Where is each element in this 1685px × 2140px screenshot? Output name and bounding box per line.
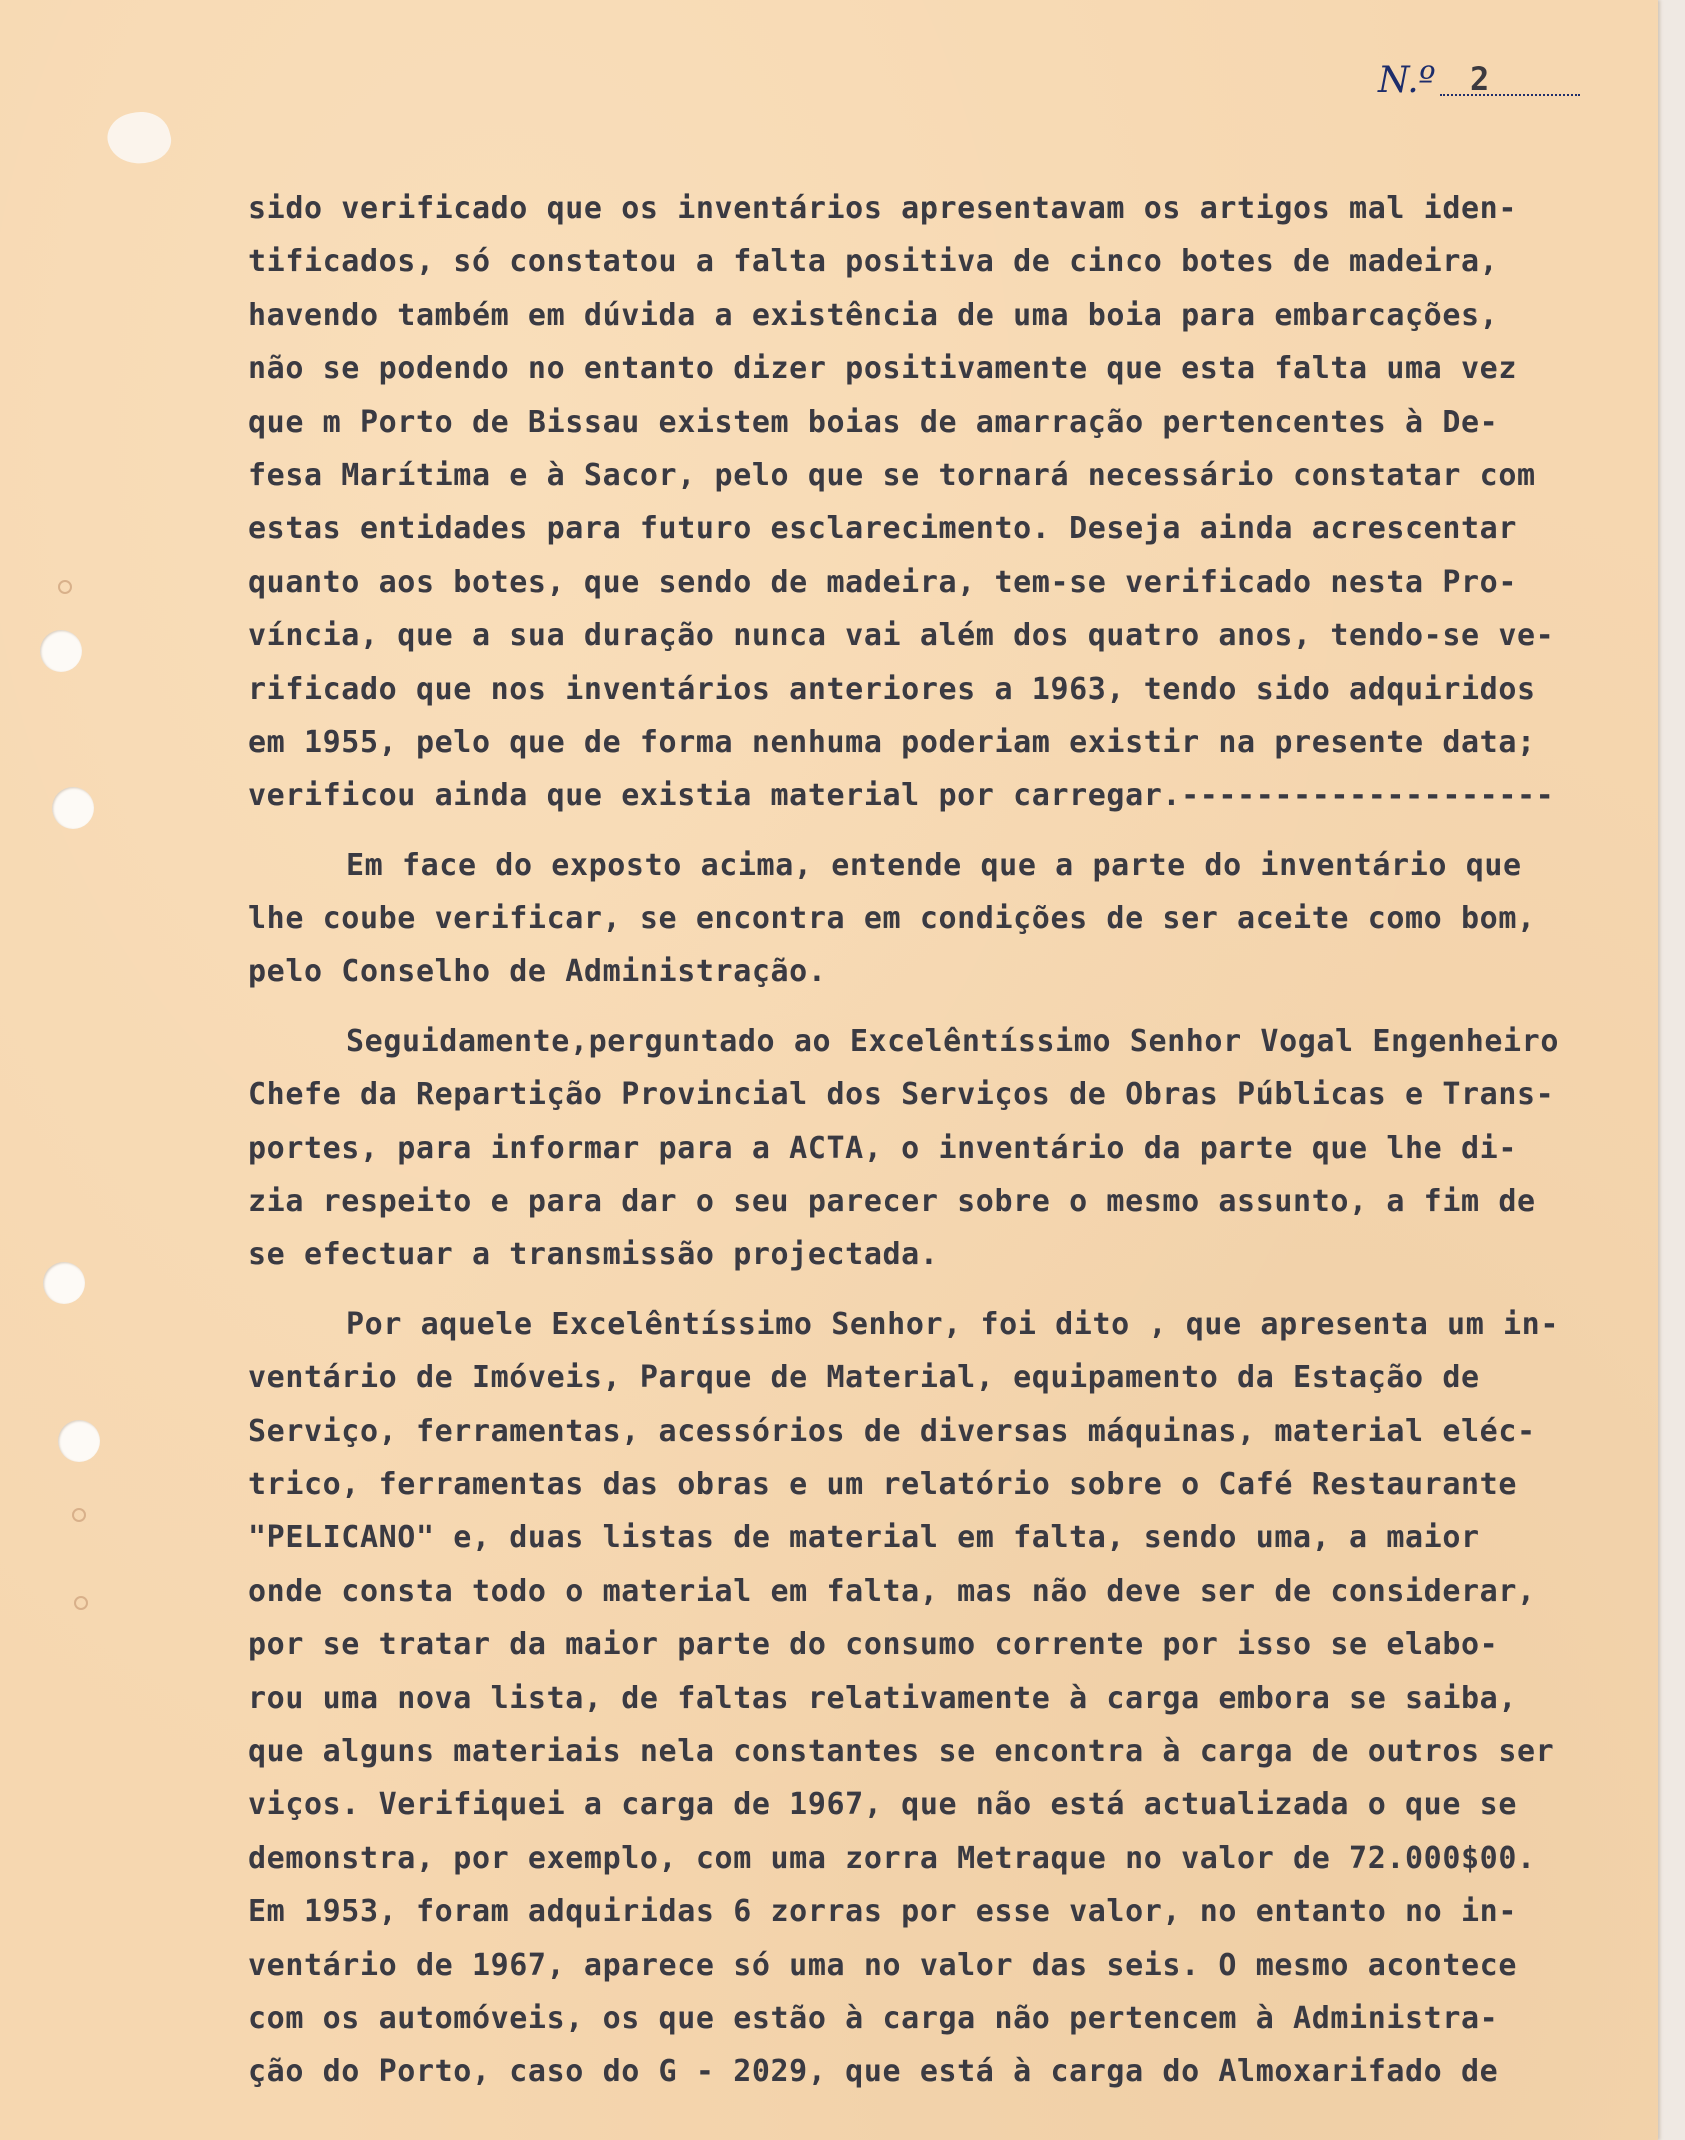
text-line: ventário de 1967, aparece só uma no valor das seis. O mesmo acontece bbox=[248, 1947, 1517, 1983]
text-line: víncia, que a sua duração nunca vai além dos quatro anos, tendo-se ve- bbox=[248, 618, 1555, 654]
text-line: por se tratar da maior parte do consumo corrente por isso se elabo- bbox=[248, 1627, 1499, 1663]
text-line: com os automóveis, os que estão à carga não pertencem à Administra- bbox=[248, 2000, 1499, 2036]
text-line: que alguns materiais nela constantes se encontra à carga de outros ser bbox=[248, 1733, 1555, 1769]
text-line: em 1955, pelo que de forma nenhuma poderiam existir na presente data; bbox=[248, 724, 1536, 760]
text-line: fesa Marítima e à Sacor, pelo que se tornará necessário constatar com bbox=[248, 457, 1536, 493]
typed-text-body bbox=[248, 182, 1633, 2099]
text-line: onde consta todo o material em falta, mas não deve ser de considerar, bbox=[248, 1573, 1536, 1609]
text-line: Seguidamente,perguntado ao Excelêntíssimo Senhor Vogal Engenheiro bbox=[346, 1023, 1559, 1059]
text-line: sido verificado que os inventários apresentavam os artigos mal iden- bbox=[248, 191, 1517, 226]
text-line: rificado que nos inventários anteriores a 1963, tendo sido adquiridos bbox=[248, 671, 1536, 707]
text-line: "PELICANO" e, duas listas de material em falta, sendo uma, a maior bbox=[248, 1520, 1480, 1556]
text-line: havendo também em dúvida a existência de uma boia para embarcações, bbox=[248, 297, 1499, 333]
punch-hole bbox=[52, 787, 94, 829]
text-line: rou uma nova lista, de faltas relativamente à carga embora se saiba, bbox=[248, 1680, 1517, 1716]
text-line: Chefe da Repartição Provincial dos Serviços de Obras Públicas e Trans- bbox=[248, 1077, 1555, 1113]
text-line: demonstra, por exemplo, com uma zorra Metraque no valor de 72.000$00. bbox=[248, 1840, 1536, 1876]
page-number-value: 2 bbox=[1470, 60, 1490, 98]
text-line: portes, para informar para a ACTA, o inventário da parte que lhe di- bbox=[248, 1130, 1517, 1166]
text-line: ção do Porto, caso do G - 2029, que está à carga do Almoxarifado de bbox=[248, 2054, 1499, 2090]
page-number bbox=[1378, 60, 1588, 110]
text-line: quanto aos botes, que sendo de madeira, tem-se verificado nesta Pro- bbox=[248, 564, 1517, 600]
paper-mark bbox=[72, 1508, 86, 1522]
page-number-leader bbox=[1440, 94, 1580, 96]
text-line: Por aquele Excelêntíssimo Senhor, foi dito , que apresenta um in- bbox=[346, 1306, 1559, 1342]
text-line: Serviço, ferramentas, acessórios de diversas máquinas, material eléc- bbox=[248, 1413, 1536, 1449]
text-line: zia respeito e para dar o seu parecer sobre o mesmo assunto, a fim de bbox=[248, 1184, 1536, 1220]
paper-mark bbox=[74, 1596, 88, 1610]
punch-hole bbox=[40, 630, 82, 672]
text-line: ventário de Imóveis, Parque de Material, equipamento da Estação de bbox=[248, 1360, 1480, 1396]
text-line: que m Porto de Bissau existem boias de amarração pertencentes à De- bbox=[248, 404, 1499, 440]
text-line: Em 1953, foram adquiridas 6 zorras por esse valor, no entanto no in- bbox=[248, 1894, 1517, 1930]
punch-hole bbox=[58, 1420, 100, 1462]
text-line: se efectuar a transmissão projectada. bbox=[248, 1237, 939, 1273]
text-line: verificou ainda que existia material por carregar.-------------------- bbox=[248, 778, 1555, 814]
paragraph-3 bbox=[248, 1015, 1633, 1282]
text-line: trico, ferramentas das obras e um relatório sobre o Café Restaurante bbox=[248, 1466, 1517, 1502]
paragraph-2 bbox=[248, 839, 1633, 999]
text-line: tificados, só constatou a falta positiva de cinco botes de madeira, bbox=[248, 244, 1499, 280]
paragraph-4 bbox=[248, 1298, 1633, 2099]
text-line: lhe coube verificar, se encontra em condições de ser aceite como bom, bbox=[248, 901, 1536, 937]
text-line: Em face do exposto acima, entende que a parte do inventário que bbox=[346, 847, 1522, 883]
punch-hole bbox=[43, 1262, 85, 1304]
text-line: não se podendo no entanto dizer positivamente que esta falta uma vez bbox=[248, 351, 1517, 387]
text-line: viços. Verifiquei a carga de 1967, que não está actualizada o que se bbox=[248, 1787, 1517, 1823]
text-line: estas entidades para futuro esclarecimento. Deseja ainda acrescentar bbox=[248, 511, 1517, 547]
paper-mark bbox=[58, 580, 72, 594]
text-line: pelo Conselho de Administração. bbox=[248, 954, 827, 990]
page-number-label: N.º bbox=[1378, 60, 1436, 101]
torn-corner bbox=[102, 105, 175, 171]
paragraph-1 bbox=[248, 182, 1633, 823]
